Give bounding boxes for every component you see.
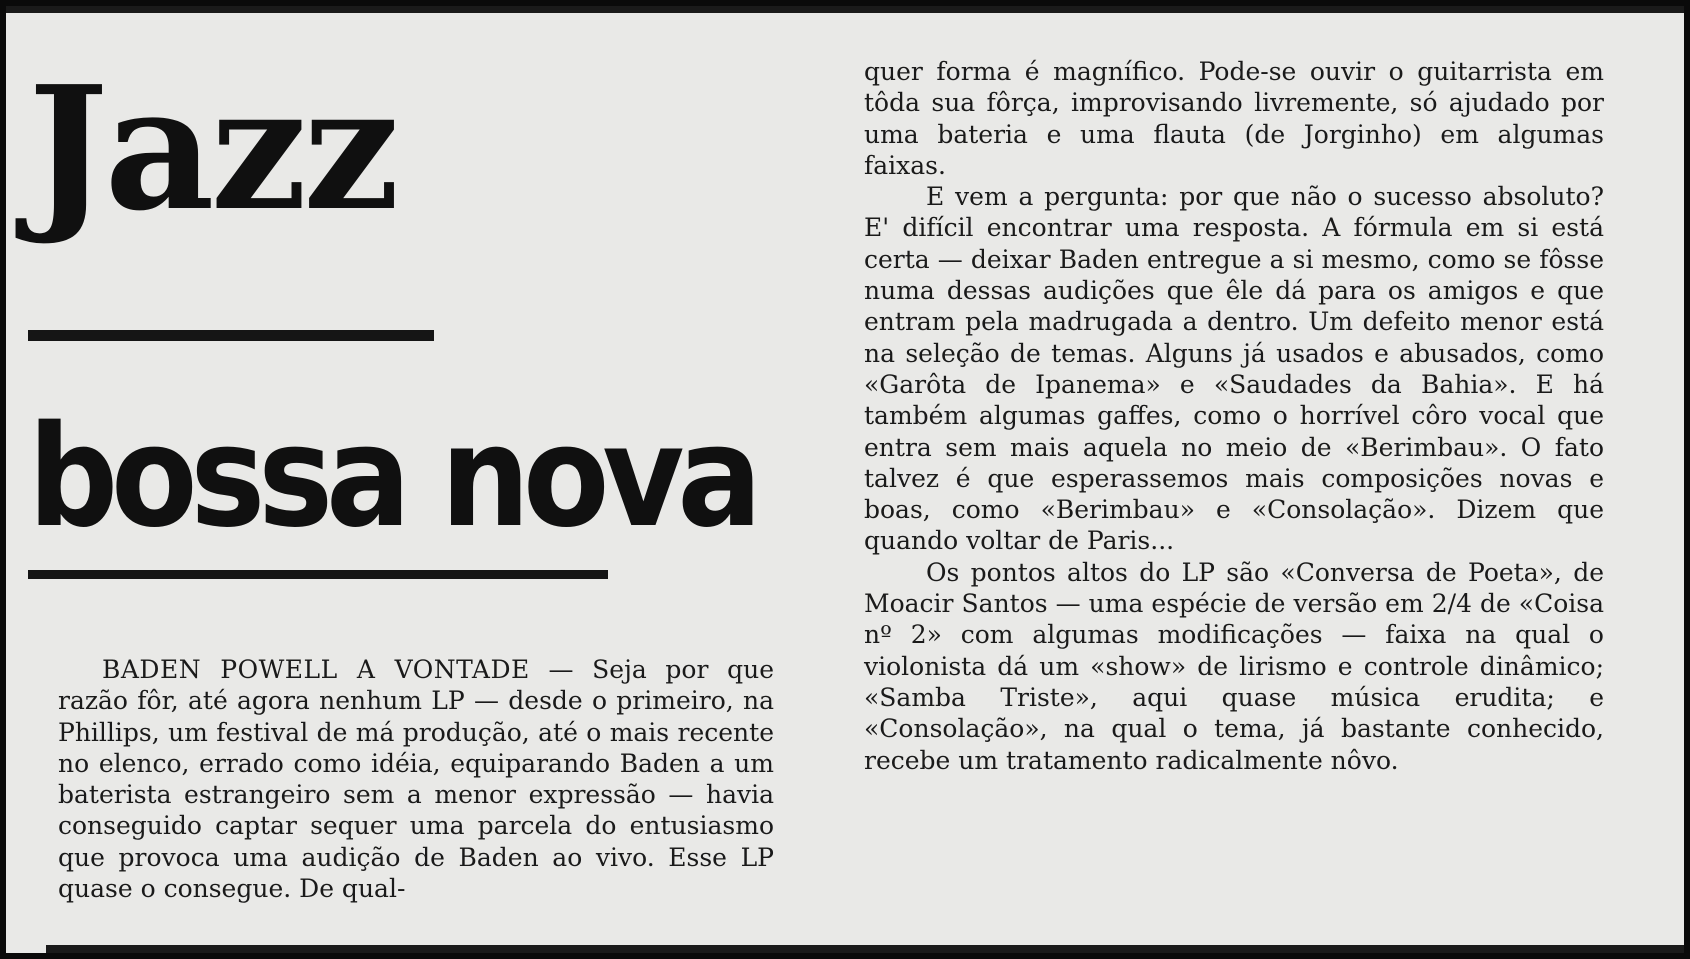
headline-underline-2	[28, 570, 608, 579]
article-paragraph: quer forma é magnífico. Pode-se ouvir o guitarrista em tôda sua fôrça, improvisando livremente, só ajudado por uma bateria e uma flauta (de Jorginho) em algumas faixas.	[864, 57, 1604, 180]
article-lead-in: BADEN POWELL A VONTADE	[102, 655, 530, 684]
bottom-border-rule	[46, 945, 1684, 953]
headline-underline-1	[28, 330, 434, 341]
article-paragraph: E vem a pergunta: por que não o sucesso absoluto? E' difícil encontrar uma resposta. A fórmula em si está certa — deixar Baden entregue a si mesmo, como se fôsse numa dessas audições que êle dá para os amigos e que entram pela madrugada a dentro. Um defeito menor está na seleção de temas. Alguns já usados e abusados, como «Garôta de Ipanema» e «Saudades da Bahia». E há também algumas gaffes, como o horrível côro vocal que entra sem mais aquela no meio de «Berimbau». O fato talvez é que esperassemos mais composições novas e boas, como «Berimbau» e «Consolação». Dizem que quando voltar de Paris...	[864, 182, 1604, 556]
article-left-text: — Seja por que razão fôr, até agora nenhum LP — desde o primeiro, na Phillips, um festival de má produção, até o mais recente no elenco, errado como idéia, equiparando Baden a um baterista estrangeiro sem a menor expressão — havia conseguido captar sequer uma parcela do entusiasmo que provoca uma audição de Baden ao vivo. Esse LP quase o consegue. De qual-	[58, 655, 774, 904]
newspaper-clipping	[6, 6, 1684, 953]
headline-jazz: Jazz	[28, 49, 396, 249]
article-right-column	[864, 56, 1604, 776]
headline-bossa-nova: bossa nova	[28, 396, 756, 559]
article-paragraph: Os pontos altos do LP são «Conversa de Poeta», de Moacir Santos — uma espécie de versão em 2/4 de «Coisa nº 2» com algumas modificações — faixa na qual o violonista dá um «show» de lirismo e controle dinâmico; «Samba Triste», aqui quase música erudita; e «Consolação», na qual o tema, já bastante conhecido, recebe um tratamento radicalmente nôvo.	[864, 557, 1604, 775]
top-border-rule	[6, 6, 1684, 13]
article-left-column	[58, 654, 774, 904]
